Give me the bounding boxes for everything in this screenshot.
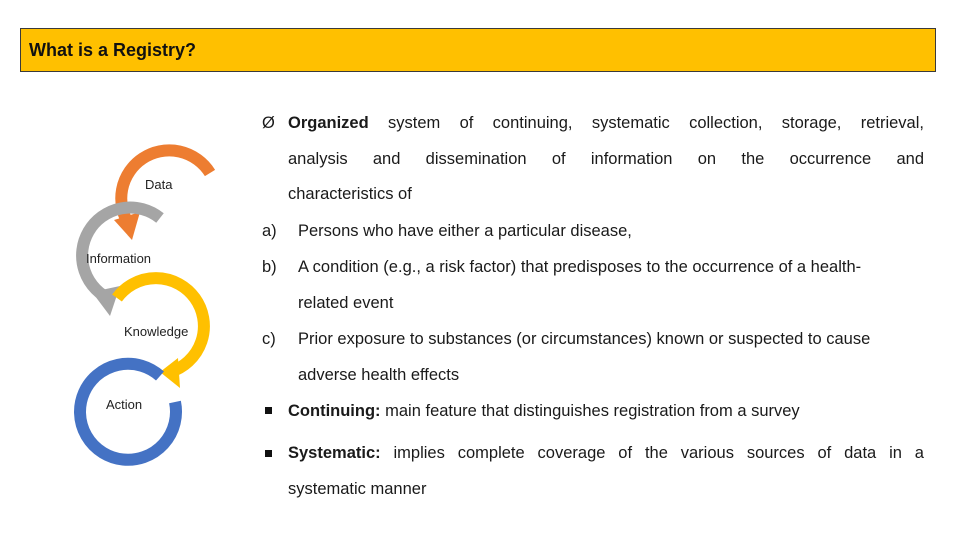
definition-line-1 <box>288 114 924 133</box>
list-item-c-line-1: Prior exposure to substances (or circumstances) known or suspected to cause <box>298 330 871 348</box>
stage-data-label: Data <box>145 177 173 192</box>
list-item-b-line-2: related event <box>298 294 394 312</box>
definition-line-2: analysis and dissemination of information on the occurrence and <box>288 150 924 168</box>
definition-line-1-rest: system of continuing, systematic collection, storage, retrieval, <box>388 114 924 132</box>
list-marker-a: a) <box>262 222 277 240</box>
bullet-systematic-line-2: systematic manner <box>288 480 427 498</box>
knowledge-arrow-head <box>160 358 180 388</box>
data-arrow-head <box>114 212 140 240</box>
bullet-continuing-text: main feature that distinguishes registration from a survey <box>385 402 800 420</box>
stage-knowledge-label: Knowledge <box>124 324 189 339</box>
square-bullet-icon <box>265 407 272 414</box>
list-marker-c: c) <box>262 330 276 348</box>
list-item-b-line-1: A condition (e.g., a risk factor) that predisposes to the occurrence of a health- <box>298 258 862 276</box>
list-item-a-line-1: Persons who have either a particular disease, <box>298 222 632 240</box>
bullet-systematic-text: implies complete coverage of the various sources of data in a <box>393 444 924 462</box>
list-item-c-line-2: adverse health effects <box>298 366 460 384</box>
square-bullet-icon <box>265 450 272 457</box>
cycle-diagram <box>0 0 260 540</box>
definition-lead: Organized <box>288 114 369 132</box>
definition-arrow <box>262 114 275 133</box>
stage-action-label: Action <box>106 397 143 412</box>
bullet-systematic-line-1 <box>288 444 924 463</box>
definition-line-3: characteristics of <box>288 185 412 203</box>
bullet-continuing <box>288 402 800 421</box>
bullet-systematic-term: Systematic: <box>288 444 381 462</box>
stage-information-label: Information <box>86 251 152 266</box>
list-marker-b: b) <box>262 258 277 276</box>
arrow-bullet-icon: Ø <box>262 114 275 132</box>
page-title: What is a Registry? <box>29 40 197 60</box>
bullet-continuing-term: Continuing: <box>288 402 381 420</box>
